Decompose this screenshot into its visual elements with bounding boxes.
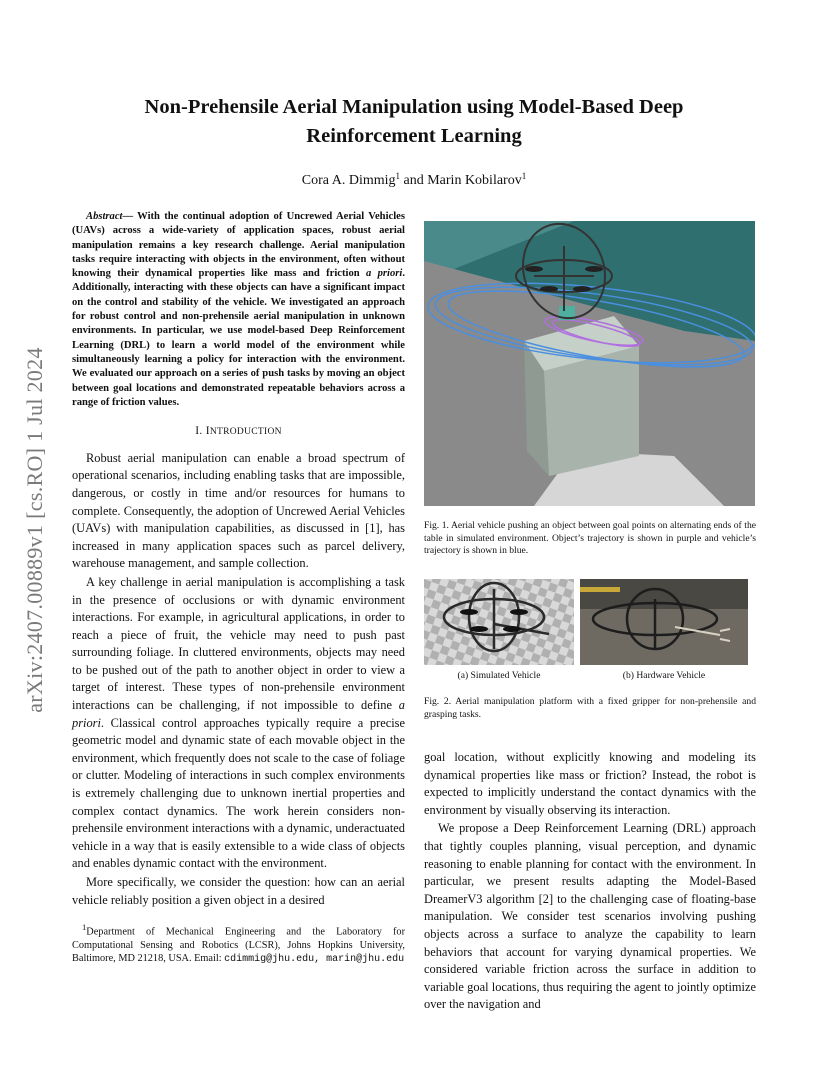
arxiv-identifier-text: arXiv:2407.00889v1 [cs.RO] 1 Jul 2024 [22,347,47,713]
author-line [90,171,738,189]
figure-2a-graphic [424,579,574,665]
left-column [72,206,405,966]
footnote-text: Department of Mechanical Engineering and the Laboratory for Computational Sensing and Robotics (LCSR), Johns Hopkins University, Baltimore, MD 21218, USA. Email: [72,926,405,965]
right-paragraph-1: goal location, without explicitly knowing and modeling its dynamical properties like mass or friction? Instead, the robot is expected to implicitly understand the contact dynamics with the environment by visually observing its interaction. [424,750,756,817]
footnote-email: cdimmig@jhu.edu, marin@jhu.edu [224,954,405,966]
figure-1-simulation [424,221,755,506]
paper-title [90,93,738,151]
section-heading-introduction [72,423,405,442]
figure-2b-graphic [580,579,748,665]
title-line-1: Non-Prehensile Aerial Manipulation using Model-Based Deep [144,96,684,118]
author-2: Marin Kobilarov [427,173,522,188]
intro-p2-part-a: A key challenge in aerial manipulation is accomplishing a task in the presence of occlusions or with dynamic environment interactions. For example, in agricultural applications, in order to reach a piece of fruit, the vehicle may need to push past surrounding foliage. In cluttered environments, objects may need to be pushed out of the path to another object in order to view a target of interest. These types of non-prehensile environment interactions can be challenging, if not impossible to define [72,574,405,713]
author-1: Cora A. Dimmig [301,173,396,188]
intro-p2-part-b: . Classical control approaches typically require a precise geometric model and dynamic state of each movable object in the environment, which frequently does not scale to the case of foliage or clutter. Modeling of interactions in such complex environments is extremely challenging due to unknown inertial properties and complex contact dynamics. The work herein considers non-prehensile environment interactions with a dynamic, underactuated vehicle in a way that is easily extensible to a wide class of objects and enables dynamic contact with the environment. [72,715,405,871]
section-number: I. [195,425,206,438]
figure-2b-label: (b) Hardware Vehicle [622,670,706,681]
abstract-text-1: With the continual adoption of Uncrewed Aerial Vehicles (UAVs) across a wide-variety of application spaces, robust aerial manipulation remains a key research challenge. Aerial manipulation tasks require interacting with objects in the environment, often without knowing their dynamical properties like mass and friction [72,211,405,280]
figure-1-graphic [424,221,755,506]
title-line-2: Reinforcement Learning [306,125,522,147]
right-column [424,749,756,1015]
figure-2-caption: Fig. 2. Aerial manipulation platform with a fixed gripper for non-prehensile and grasping tasks. [424,696,756,720]
figure-1-caption: Fig. 1. Aerial vehicle pushing an object between goal points on alternating ends of the table in simulated environment. Object’s trajectory is shown in purple and vehicle’s trajectory is shown in blue. [424,520,756,557]
hardware-background [580,579,748,609]
author-and: and [400,173,428,188]
abstract-dash: — [122,211,138,222]
arxiv-identifier [10,300,60,760]
author-1-affil: 1 [395,171,401,181]
figure-2b-hardware-vehicle [580,579,748,665]
hardware-yellow-marking [580,587,620,592]
footnote-affiliation [72,921,405,966]
right-paragraph-2: We propose a Deep Reinforcement Learning (DRL) approach that tightly couples planning, visual perception, and dynamic reasoning to enable planning for contact with the environment. In particular, we present results adapting the Model-Based DreamerV3 algorithm [2] to the challenging case of floating-base manipulation. We consider test scenarios involving pushing objects across a surface to analyze the capability to learn behaviors that account for varying dynamical properties. We considered variable friction across the surface in addition to variable goal locations, thus requiring the agent to jointly optimize over the navigation and [424,821,756,1012]
intro-paragraph-1: Robust aerial manipulation can enable a broad spectrum of operational scenarios, including enabling tasks that are impossible, dangerous, or costly in time and/or resources for humans to complete. Consequently, the adoption of Uncrewed Aerial Vehicles (UAVs) with manipulation capabilities, as discussed in [1], has increased in many application spaces such as parcel delivery, warehouse management, and sample collection. [72,450,405,571]
section-title-rest: NTRODUCTION [209,427,282,438]
abstract-italic: a priori [365,268,403,280]
author-2-affil: 1 [521,171,527,181]
footnote-marker: 1 [82,922,87,933]
section-title-initial: I [205,425,210,438]
abstract [72,210,405,410]
intro-paragraph-2 [72,574,405,873]
figure-2a-label: (a) Simulated Vehicle [457,670,541,681]
figure-2a-simulated-vehicle [424,579,574,665]
intro-p2-italic: a priori [72,698,405,730]
intro-paragraph-3: More specifically, we consider the question: how can an aerial vehicle reliably position a given object in a desired [72,875,405,907]
abstract-label: Abstract [86,211,123,222]
abstract-text-2: . Additionally, interacting with these objects can have a significant impact on the control and stability of the vehicle. We investigated an approach for robust control and non-prehensile aerial manipulation in unknown environments. In particular, we use model-based Deep Reinforcement Learning (DRL) to learn a world model of the environment while simultaneously learning a policy for interaction with the environment. We evaluated our approach on a series of push tasks by moving an object between goal locations and demonstrated repeatable behaviors across a range of friction values. [72,268,406,408]
